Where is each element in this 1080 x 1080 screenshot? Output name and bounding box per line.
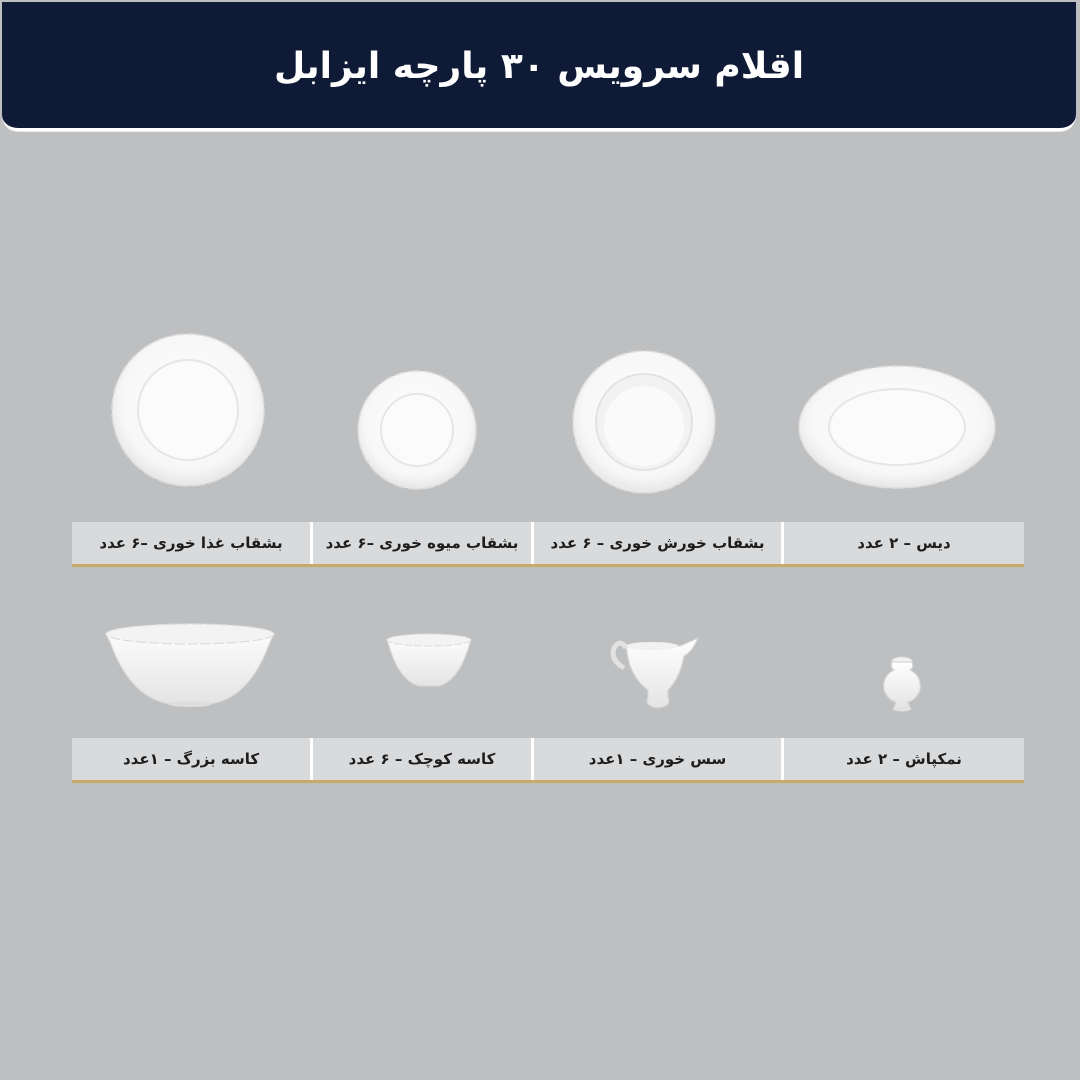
page-title: اقلام سرویس ۳۰ پارچه ایزابل — [273, 46, 805, 87]
item-label-soup-plate: بشقاب خورش خوری – ۶ عدد — [531, 522, 781, 564]
large-bowl-image — [100, 618, 280, 710]
item-label-small-bowl: کاسه کوچک – ۶ عدد — [310, 738, 531, 780]
salt-shaker-image — [878, 656, 926, 712]
oval-platter-image — [796, 362, 998, 492]
item-label-sauce-boat: سس خوری – ۱عدد — [531, 738, 781, 780]
label-row-1 — [72, 522, 1024, 567]
item-label-oval-platter: دیس – ۲ عدد — [781, 522, 1024, 564]
small-bowl-image — [383, 630, 475, 690]
fruit-plate-image — [355, 368, 479, 492]
soup-plate-image — [570, 348, 718, 496]
label-row-2 — [72, 738, 1024, 783]
header-bar — [2, 2, 1076, 131]
dinner-plate-image — [108, 330, 268, 490]
item-label-salt-shaker: نمکپاش – ۲ عدد — [781, 738, 1024, 780]
sauce-boat-image — [610, 634, 700, 712]
item-label-dinner-plate: بشقاب غذا خوری –۶ عدد — [72, 522, 310, 564]
item-label-fruit-plate: بشقاب میوه خوری –۶ عدد — [310, 522, 531, 564]
item-label-large-bowl: کاسه بزرگ – ۱عدد — [72, 738, 310, 780]
